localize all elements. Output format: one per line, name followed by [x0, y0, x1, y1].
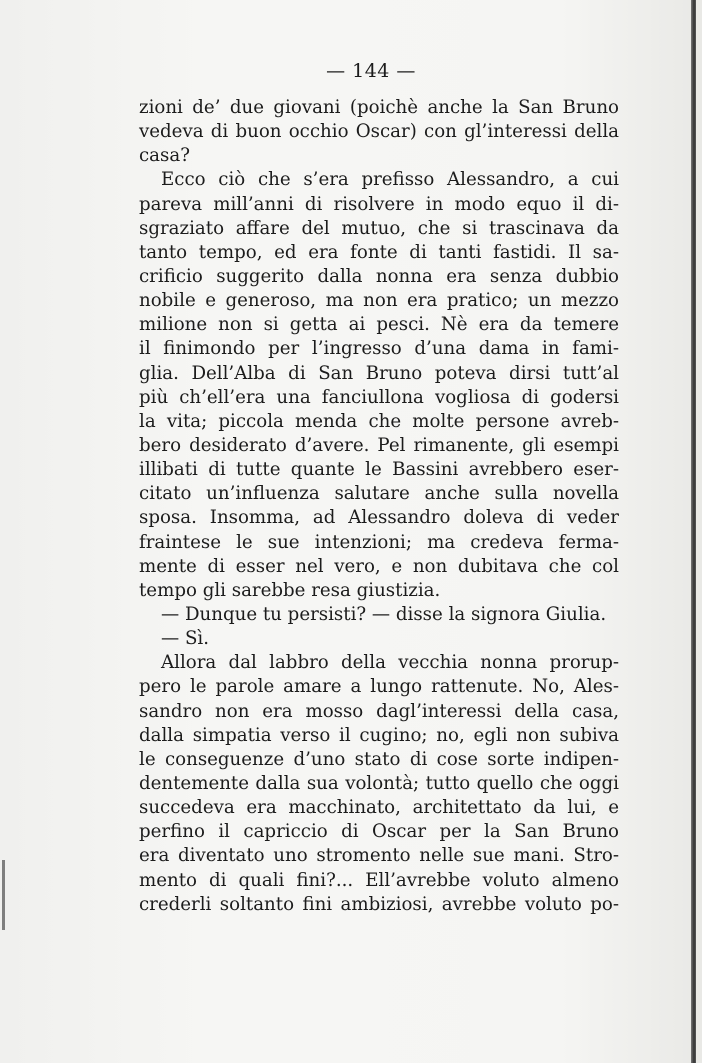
- text-line: succedeva era macchinato, architettato da lui, e: [139, 797, 619, 819]
- page-edge-mark: [2, 860, 5, 930]
- book-spine-shadow: [691, 0, 696, 1063]
- text-line: dalla simpatia verso il cugino; no, egli non subiva: [139, 724, 619, 746]
- text-line: — Sì.: [161, 628, 210, 650]
- text-line: citato un’influenza salutare anche sulla novella: [139, 483, 619, 505]
- text-line: bero desiderato d’avere. Pel rimanente, gli esempi: [139, 434, 619, 456]
- text-line: pero le parole amare a lungo rattenute. No, Ales-: [139, 676, 619, 698]
- text-line: tempo gli sarebbe resa giustizia.: [139, 579, 441, 601]
- text-line: mento di quali fini?... Ell’avrebbe voluto almeno: [139, 869, 619, 891]
- text-line: vedeva di buon occhio Oscar) con gl’interessi della: [139, 121, 619, 143]
- text-line: nobile e generoso, ma non era pratico; un mezzo: [139, 290, 619, 312]
- text-line: fraintese le sue intenzioni; ma credeva ferma-: [139, 531, 619, 553]
- text-line: sposa. Insomma, ad Alessandro doleva di veder: [139, 507, 619, 529]
- text-line: pareva mill’anni di risolvere in modo equo il di-: [139, 193, 619, 215]
- text-line: dentemente dalla sua volontà; tutto quello che oggi: [139, 772, 619, 794]
- page-number: — 144 —: [326, 60, 416, 82]
- text-line: illibati di tutte quante le Bassini avrebbero eser-: [139, 459, 619, 481]
- text-line: Ecco ciò che s’era prefisso Alessandro, a cui: [161, 169, 619, 191]
- text-line: casa?: [139, 145, 190, 167]
- text-line: più ch’ell’era una fanciullona vogliosa di godersi: [139, 386, 619, 408]
- text-line: la vita; piccola menda che molte persone avreb-: [139, 410, 619, 432]
- text-line: milione non si getta ai pesci. Nè era da temere: [139, 314, 619, 336]
- text-line: Allora dal labbro della vecchia nonna prorup-: [161, 652, 619, 674]
- text-line: era diventato uno stromento nelle sue mani. Stro-: [139, 845, 619, 867]
- text-line: perfino il capriccio di Oscar per la San Bruno: [139, 821, 619, 843]
- text-line: crificio suggerito dalla nonna era senza dubbio: [139, 265, 619, 287]
- text-line: crederli soltanto fini ambiziosi, avrebbe voluto po-: [139, 893, 619, 915]
- text-line: — Dunque tu persisti? — disse la signora Giulia.: [161, 603, 607, 625]
- text-line: glia. Dell’Alba di San Bruno poteva dirsi tutt’al: [139, 362, 619, 384]
- text-line: tanto tempo, ed era fonte di tanti fastidi. Il sa-: [139, 241, 619, 263]
- body-text: [139, 96, 619, 917]
- text-line: le conseguenze d’uno stato di cose sorte indipen-: [139, 748, 619, 770]
- text-line: il finimondo per l’ingresso d’una dama in fami-: [139, 338, 619, 360]
- text-line: zioni de’ due giovani (poichè anche la San Bruno: [139, 97, 619, 118]
- text-line: sgraziato affare del mutuo, che si trascinava da: [139, 217, 619, 239]
- text-line: mente di esser nel vero, e non dubitava che col: [139, 555, 619, 577]
- text-line: sandro non era mosso dagl’interessi della casa,: [139, 700, 619, 722]
